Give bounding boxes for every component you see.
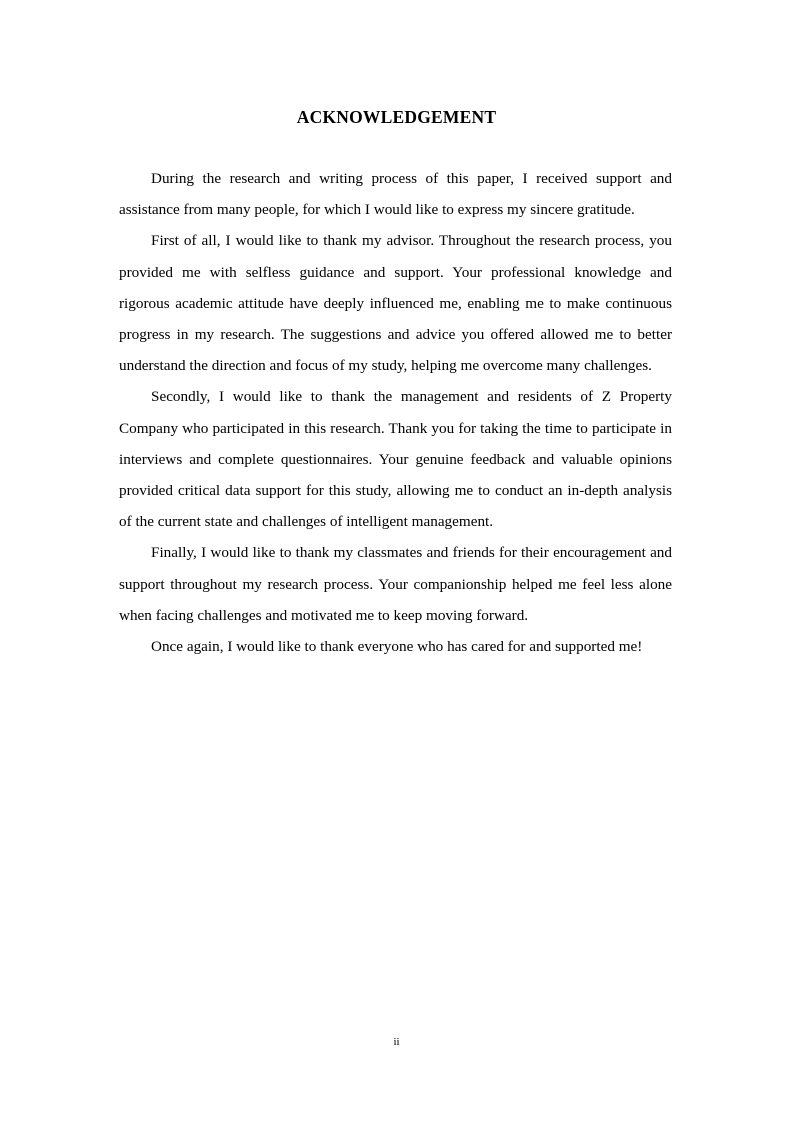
paragraph-advisor: First of all, I would like to thank my advisor. Throughout the research process, you provided me with selfless guidance and support. Your professional knowledge and rigorous academic attitude have deeply influenced me, enabling me to make continuous progress in my research. The suggestions and advice you offered allowed me to better understand the direction and focus of my study, helping me overcome many challenges. [119,232,672,375]
paragraph-friends: Finally, I would like to thank my classmates and friends for their encouragement and support throughout my research process. Your companionship helped me feel less alone when facing challenges and motivated me to keep moving forward. [119,544,672,624]
paragraph-closing: Once again, I would like to thank everyone who has cared for and supported me! [151,638,643,656]
page-number: ii [393,1036,400,1048]
page-title: ACKNOWLEDGEMENT [296,107,497,127]
paragraph-company: Secondly, I would like to thank the management and residents of Z Property Company who participated in this research. Thank you for taking the time to participate in interviews and complete questionnaires. Your genuine feedback and valuable opinions provided critical data support for this study, allowing me to conduct an in-depth analysis of the current state and challenges of intelligent management. [119,388,672,531]
paragraph-intro: During the research and writing process of this paper, I received support and assistance from many people, for which I would like to express my sincere gratitude. [119,170,672,219]
acknowledgement-body [119,163,672,662]
